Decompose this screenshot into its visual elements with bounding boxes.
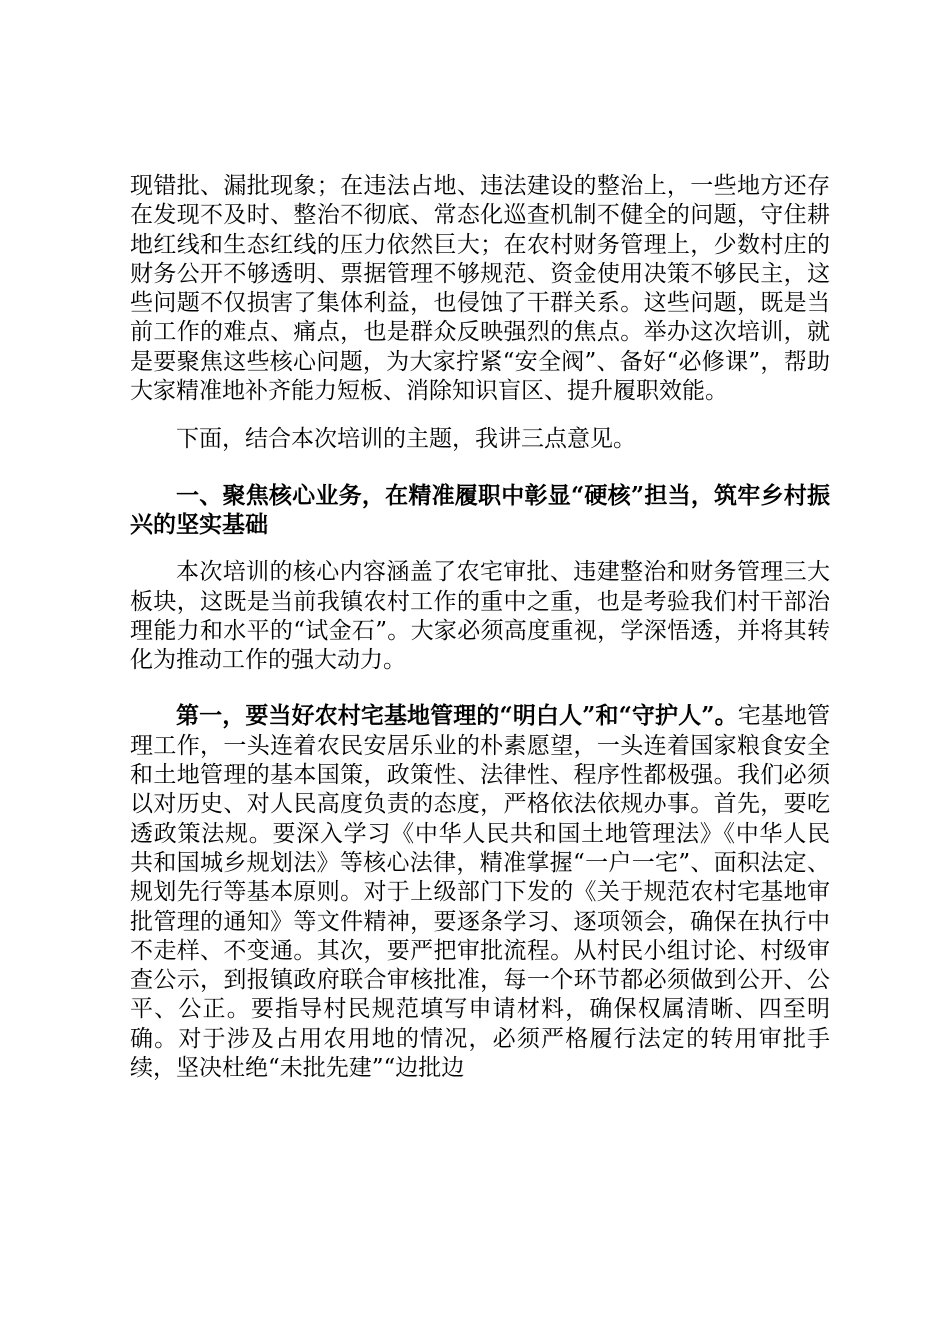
paragraph-training-content: 本次培训的核心内容涵盖了农宅审批、违建整治和财务管理三大板块，这既是当前我镇农村工作的重中之重，也是考验我们村干部治理能力和水平的“试金石”。大家必须高度重视，学深悟透，并将其转化为推动工作的强大动力。 bbox=[130, 559, 830, 674]
paragraph-intro-three-points: 下面，结合本次培训的主题，我讲三点意见。 bbox=[176, 426, 636, 453]
paragraph-homestead-management bbox=[130, 701, 830, 1083]
subpoint-heading-first: 第一，要当好农村宅基地管理的“明白人”和“守护人”。 bbox=[176, 702, 738, 730]
subpoint-body-first: 宅基地管理工作，一头连着农民安居乐业的朴素愿望，一头连着国家粮食安全和土地管理的基本国策，政策性、法律性、程序性都极强。我们必须以对历史、对人民高度负责的态度，严格依法依规办事。首先，要吃透政策法规。要深入学习《中华人民共和国土地管理法》《中华人民共和国城乡规划法》等核心法律，精准掌握“一户一宅”、面积法定、规划先行等基本原则。对于上级部门下发的《关于规范农村宅基地审批管理的通知》等文件精神，要逐条学习、逐项领会，确保在执行中不走样、不变通。其次，要严把审批流程。从村民小组讨论、村级审查公示，到报镇政府联合审核批准，每一个环节都必须做到公开、公平、公正。要指导村民规范填写申请材料，确保权属清晰、四至明确。对于涉及占用农用地的情况，必须严格履行法定的转用审批手续，坚决杜绝“未批先建”“边批边 bbox=[130, 703, 831, 1082]
document-page bbox=[130, 172, 830, 1083]
paragraph-continuation: 现错批、漏批现象；在违法占地、违法建设的整治上，一些地方还存在发现不及时、整治不彻底、常态化巡查机制不健全的问题，守住耕地红线和生态红线的压力依然巨大；在农村财务管理上，少数村庄的财务公开不够透明、票据管理不够规范、资金使用决策不够民主，这些问题不仅损害了集体利益，也侵蚀了干群关系。这些问题，既是当前工作的难点、痛点，也是群众反映强烈的焦点。举办这次培训，就是要聚焦这些核心问题，为大家拧紧“安全阀”、备好“必修课”，帮助大家精准地补齐能力短板、消除知识盲区、提升履职效能。 bbox=[130, 173, 830, 405]
section-heading-1: 一、聚焦核心业务，在精准履职中彰显“硬核”担当，筑牢乡村振兴的坚实基础 bbox=[130, 481, 830, 538]
